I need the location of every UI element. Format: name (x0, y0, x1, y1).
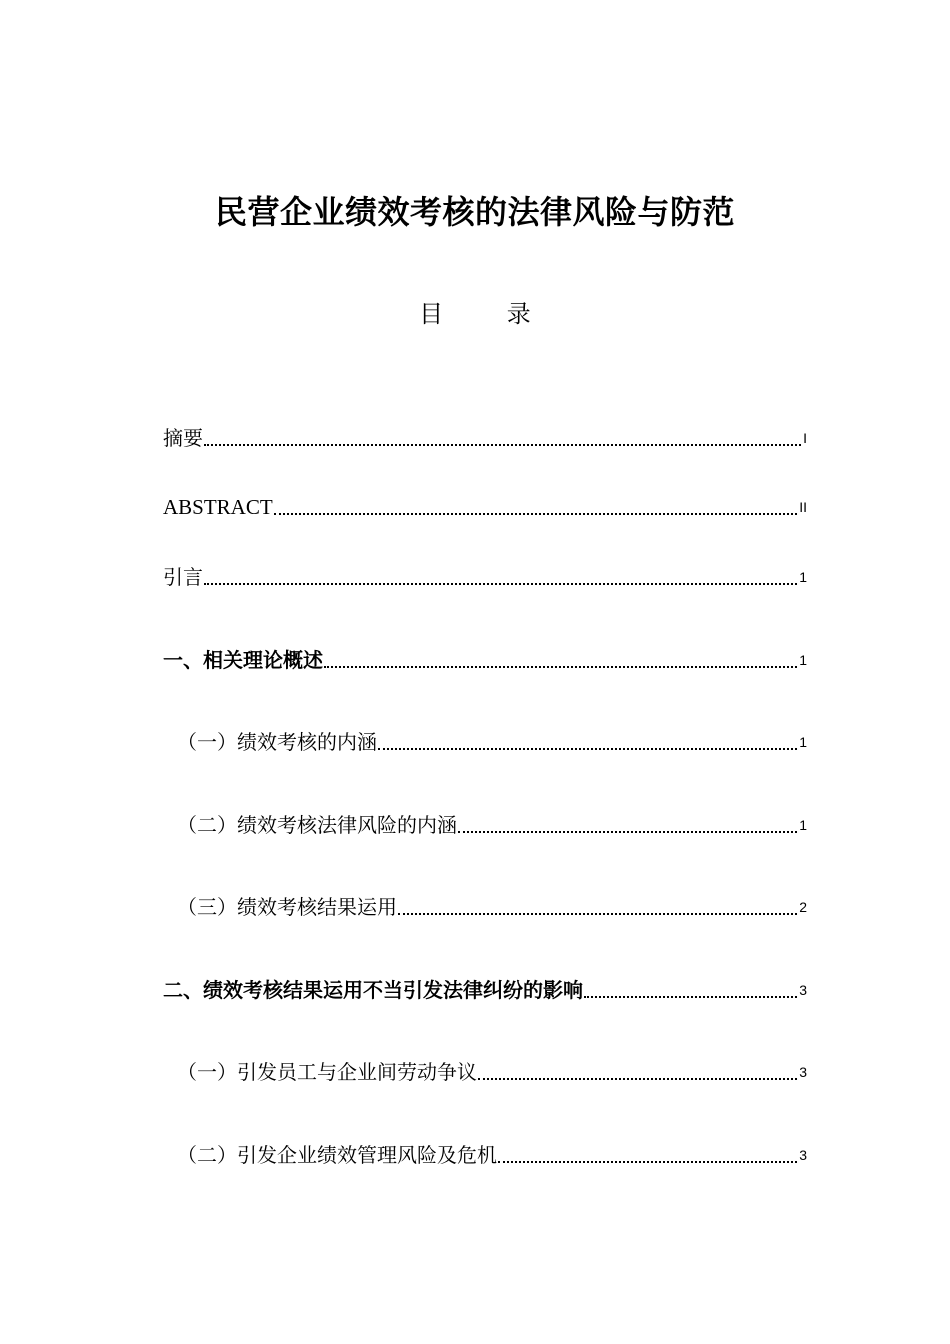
toc-entry-label: ABSTRACT (163, 495, 273, 519)
toc-entry-abstract-cn[interactable] (163, 423, 807, 453)
toc-entry-page: 1 (799, 817, 807, 833)
toc-entry-section-2-2[interactable] (163, 1140, 807, 1170)
toc-entry-chapter-1[interactable] (163, 645, 807, 675)
toc-dot-leader (378, 747, 797, 750)
toc-dot-leader (274, 512, 798, 515)
toc-entry-page: I (803, 430, 807, 446)
toc-entry-label: 引言 (163, 565, 203, 589)
toc-dot-leader (478, 1077, 797, 1080)
toc-entry-label: 摘要 (163, 426, 203, 450)
toc-dot-leader (324, 665, 797, 668)
toc-entry-label: （一）绩效考核的内涵 (177, 730, 377, 754)
toc-entry-page: 3 (799, 1064, 807, 1080)
toc-entry-label: 一、相关理论概述 (163, 648, 323, 672)
toc-entry-label: （二）绩效考核法律风险的内涵 (177, 813, 457, 837)
toc-entry-page: 3 (799, 982, 807, 998)
toc-entry-page: 1 (799, 569, 807, 585)
toc-dot-leader (584, 995, 797, 998)
toc-entry-label: 二、绩效考核结果运用不当引发法律纠纷的影响 (163, 978, 583, 1002)
toc-entry-abstract-en[interactable] (163, 492, 807, 522)
toc-entry-section-1-1[interactable] (163, 727, 807, 757)
toc-entry-label: （一）引发员工与企业间劳动争议 (177, 1060, 477, 1084)
toc-dot-leader (498, 1160, 797, 1163)
toc-entry-chapter-2[interactable] (163, 975, 807, 1005)
toc-entry-page: II (799, 499, 807, 515)
toc-entry-section-1-2[interactable] (163, 810, 807, 840)
toc-entry-page: 1 (799, 734, 807, 750)
toc-heading: 目 录 (419, 300, 559, 328)
toc-dot-leader (458, 830, 797, 833)
document-title: 民营企业绩效考核的法律风险与防范 (214, 193, 735, 232)
toc-entry-introduction[interactable] (163, 562, 807, 592)
toc-dot-leader (204, 582, 797, 585)
toc-dot-leader (398, 912, 797, 915)
toc-entry-section-2-1[interactable] (163, 1057, 807, 1087)
toc-entry-page: 1 (799, 652, 807, 668)
toc-entry-page: 2 (799, 899, 807, 915)
toc-entry-label: （三）绩效考核结果运用 (177, 895, 397, 919)
toc-entry-section-1-3[interactable] (163, 892, 807, 922)
toc-entry-page: 3 (799, 1147, 807, 1163)
toc-dot-leader (204, 443, 801, 446)
toc-entry-label: （二）引发企业绩效管理风险及危机 (177, 1143, 497, 1167)
